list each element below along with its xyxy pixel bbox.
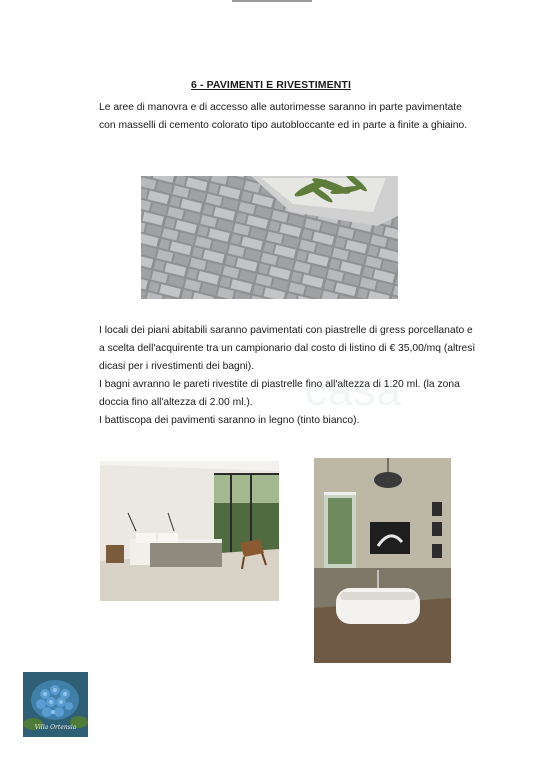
paragraph-outdoor-paving: Le aree di manovra e di accesso alle autorimesse saranno in parte pavimentate con masselli di cemento colorato tipo autobloccante ed in parte a finite a ghiaino. [99,102,468,131]
section-title: 6 - PAVIMENTI E RIVESTIMENTI [191,79,351,91]
paragraph-line-battiscopa: I battiscopa dei pavimenti saranno in legno (tinto bianco). [99,415,360,426]
top-rule [232,0,312,2]
paver-photo [141,176,398,299]
paragraph-line-bagni: I bagni avranno le pareti rivestite di piastrelle fino all'altezza di 1.20 ml. (la zona doccia fino all'altezza di 2.00 ml.). [99,379,460,408]
logo-text: Villa Ortensia [34,724,77,731]
paragraph-line-gres: I locali dei piani abitabili saranno pavimentati con piastrelle di gress porcellanato e a scelta dell'acquirente tra un campionario dal costo di listino di € 35,00/mq (altresì dicasi per i rivestimenti dei bagni). [99,325,476,372]
villa-ortensia-logo [23,672,88,737]
bathroom-photo [314,458,451,663]
watermark: casa [305,366,402,415]
bedroom-photo [100,461,279,601]
paragraph-interior-finishes [99,322,479,430]
